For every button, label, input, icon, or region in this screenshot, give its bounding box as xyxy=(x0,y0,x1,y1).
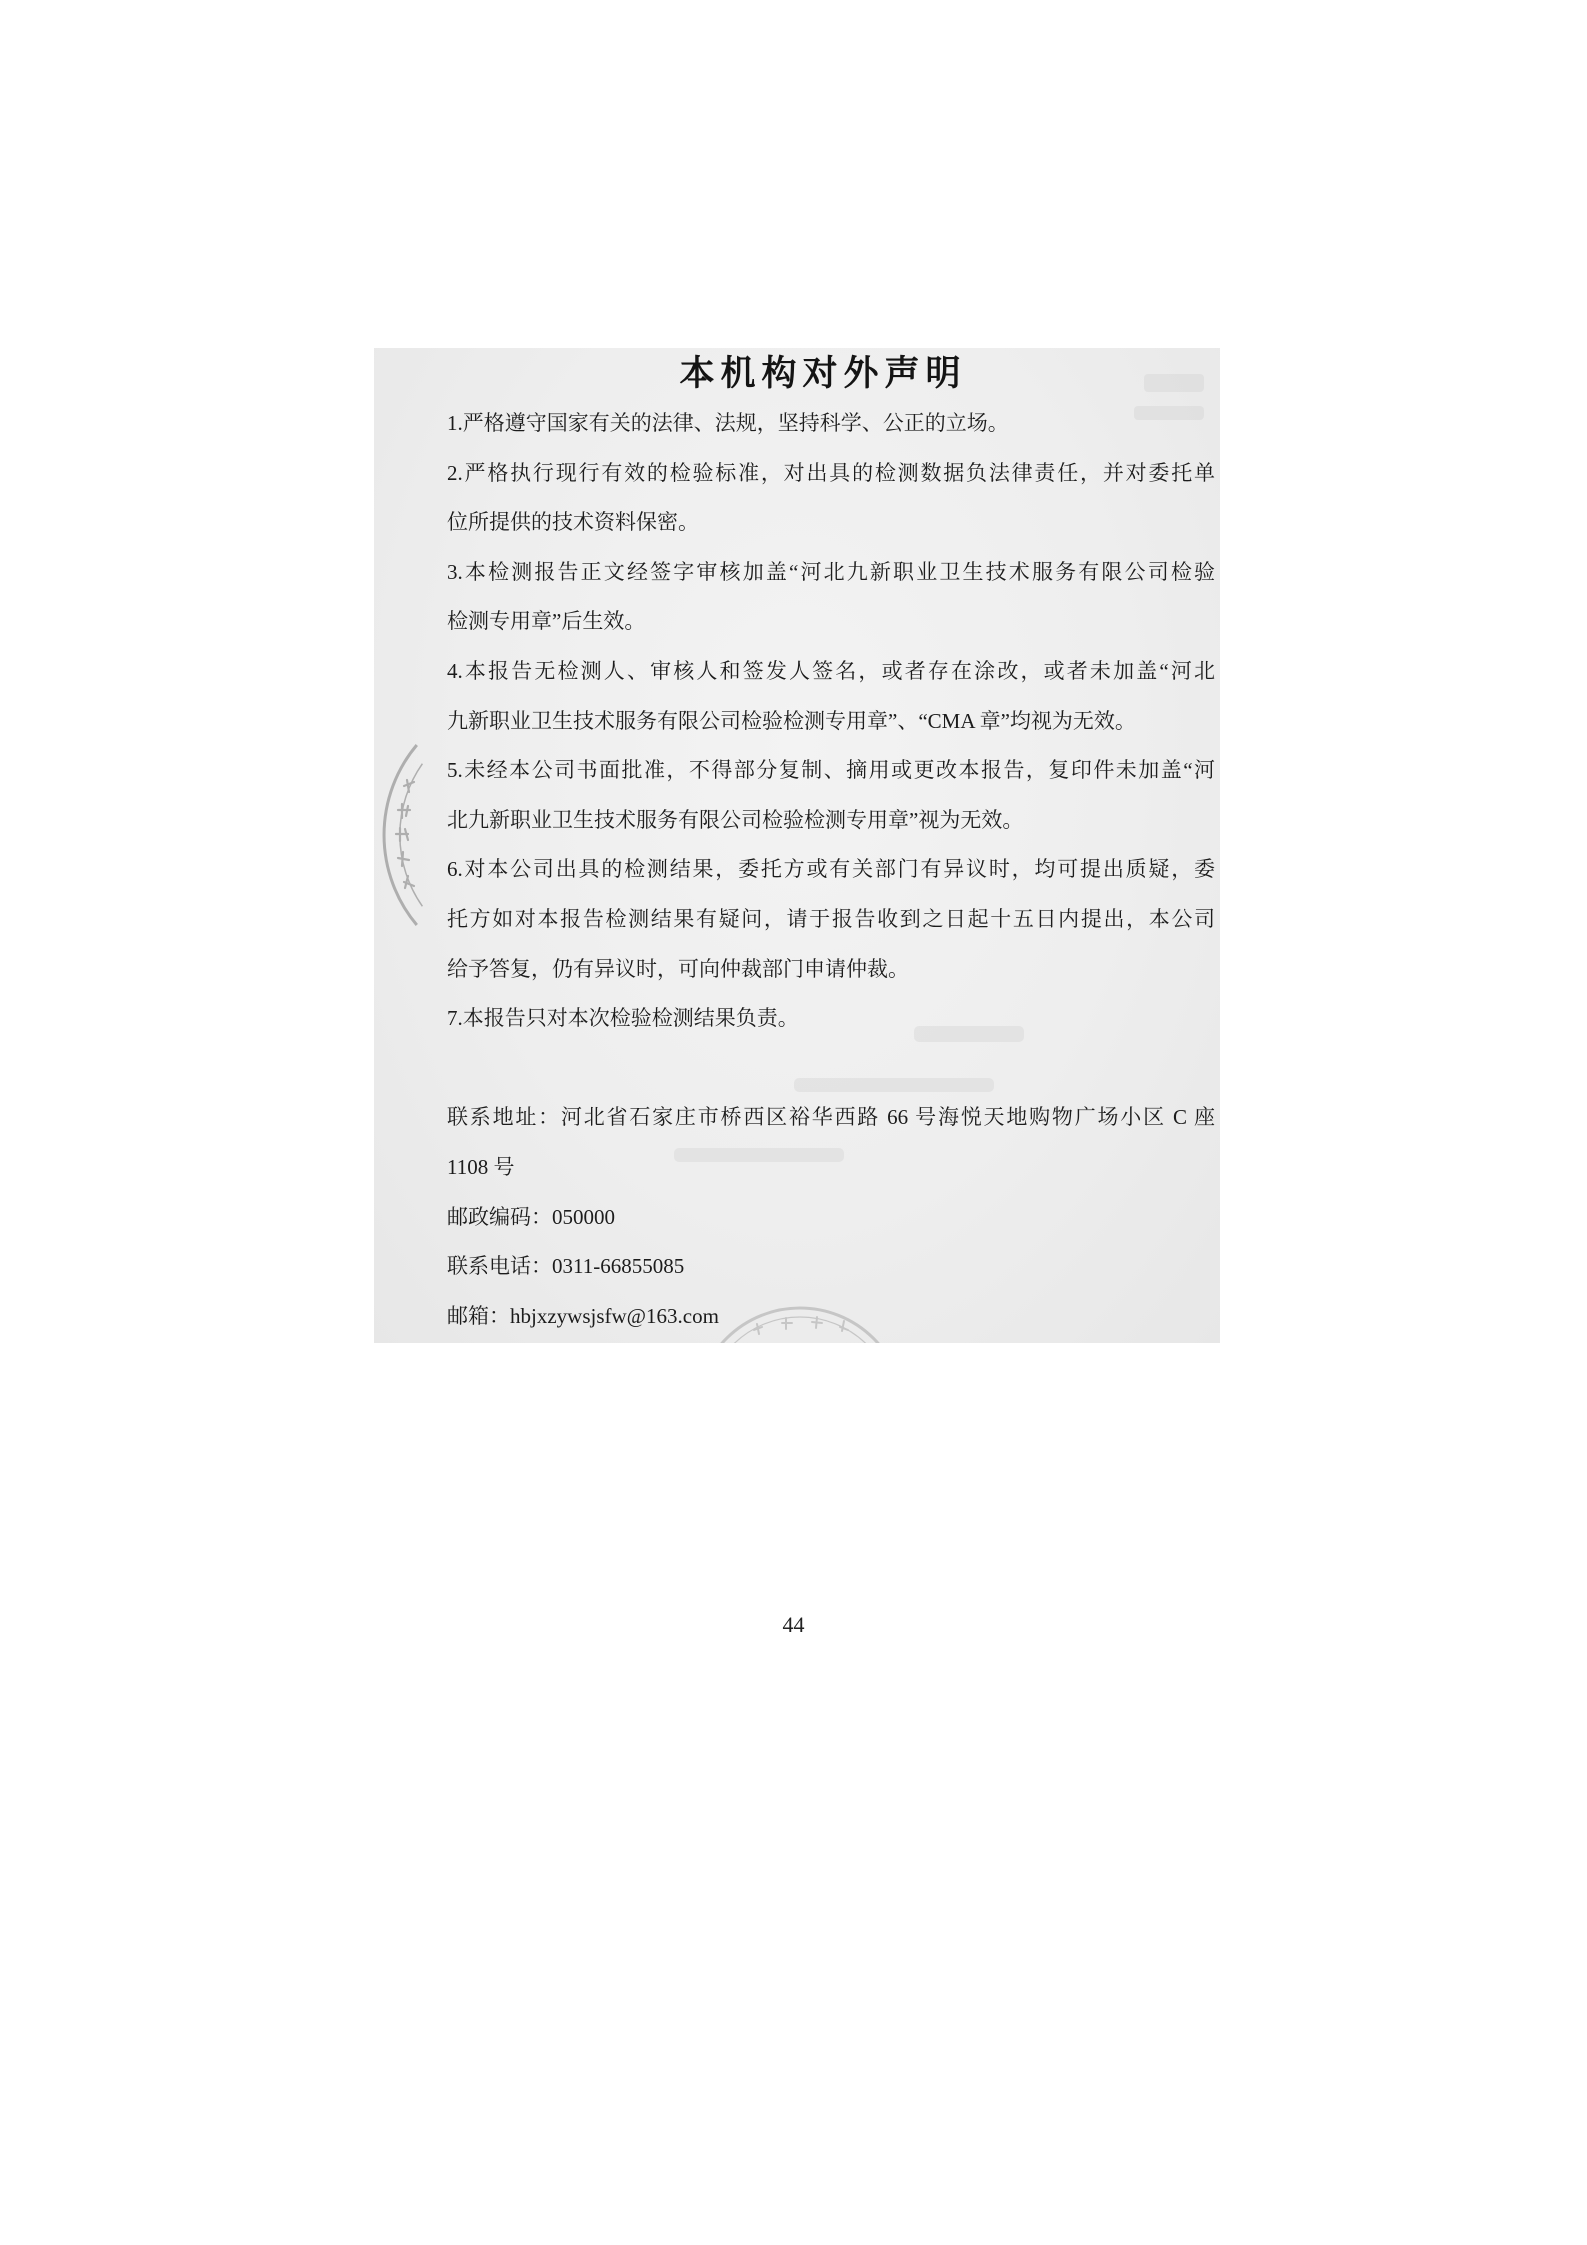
statement-5-line-1: 5.未经本公司书面批准，不得部分复制、摘用或更改本报告，复印件未加盖“河 xyxy=(447,758,1215,783)
statement-4-line-2: 九新职业卫生技术服务有限公司检验检测专用章”、“CMA 章”均视为无效。 xyxy=(447,708,1136,733)
statement-5-line-2: 北九新职业卫生技术服务有限公司检验检测专用章”视为无效。 xyxy=(447,807,1024,832)
contact-email-label: 邮箱： xyxy=(447,1303,510,1328)
contact-postal-code-value: 050000 xyxy=(552,1204,615,1229)
contact-address-continued: 1108 号 xyxy=(447,1154,515,1179)
contact-phone-value: 0311-66855085 xyxy=(552,1254,685,1279)
contact-address-value: 河北省石家庄市桥西区裕华西路 66 号海悦天地购物广场小区 C 座 xyxy=(560,1105,1215,1130)
contact-phone-label: 联系电话： xyxy=(447,1254,552,1279)
statement-6-line-1: 6.对本公司出具的检测结果，委托方或有关部门有异议时，均可提出质疑，委 xyxy=(447,857,1215,882)
contact-block xyxy=(447,1093,1215,1341)
statement-4-line-1: 4.本报告无检测人、审核人和签发人签名，或者存在涂改，或者未加盖“河北 xyxy=(447,658,1215,683)
statement-item xyxy=(447,548,1215,647)
contact-phone xyxy=(447,1242,1215,1292)
contact-email-value: hbjxzywsjsfw@163.com xyxy=(510,1303,719,1328)
statement-item xyxy=(447,746,1215,845)
statement-item xyxy=(447,449,1215,548)
contact-postal-code-label: 邮政编码： xyxy=(447,1204,552,1229)
contact-email xyxy=(447,1292,1215,1342)
contact-address-label: 联系地址： xyxy=(447,1105,561,1130)
statement-6-line-3: 给予答复，仍有异议时，可向仲裁部门申请仲裁。 xyxy=(447,956,909,981)
contact-address xyxy=(447,1093,1215,1143)
document-title: 本机构对外声明 xyxy=(679,353,967,394)
statement-item xyxy=(447,994,1215,1044)
contact-postal-code xyxy=(447,1193,1215,1243)
seal-outer-ring xyxy=(384,745,417,925)
statement-item xyxy=(447,647,1215,746)
statement-6-line-2: 托方如对本报告检测结果有疑问，请于报告收到之日起十五日内提出，本公司 xyxy=(447,906,1215,931)
scanned-statement-sheet xyxy=(374,348,1220,1343)
statement-list xyxy=(447,399,1215,1044)
statement-1-line-1: 1.严格遵守国家有关的法律、法规，坚持科学、公正的立场。 xyxy=(447,411,1009,435)
statement-2-line-2: 位所提供的技术资料保密。 xyxy=(447,510,699,535)
statement-3-line-1: 3.本检测报告正文经签字审核加盖“河北九新职业卫生技术服务有限公司检验 xyxy=(447,559,1215,584)
section-spacer xyxy=(447,1044,1215,1094)
seal-glyph-marks xyxy=(396,780,414,888)
statement-3-line-2: 检测专用章”后生效。 xyxy=(447,609,646,634)
document-body xyxy=(447,399,1215,1341)
page-number: 44 xyxy=(782,1612,805,1637)
statement-item xyxy=(447,845,1215,994)
statement-7-line-1: 7.本报告只对本次检验检测结果负责。 xyxy=(447,1006,799,1031)
seal-inner-ring xyxy=(400,764,423,907)
statement-2-line-1: 2.严格执行现行有效的检验标准，对出具的检测数据负法律责任，并对委托单 xyxy=(447,460,1215,485)
statement-item xyxy=(447,399,1215,449)
seal-stamp-left xyxy=(384,745,422,925)
